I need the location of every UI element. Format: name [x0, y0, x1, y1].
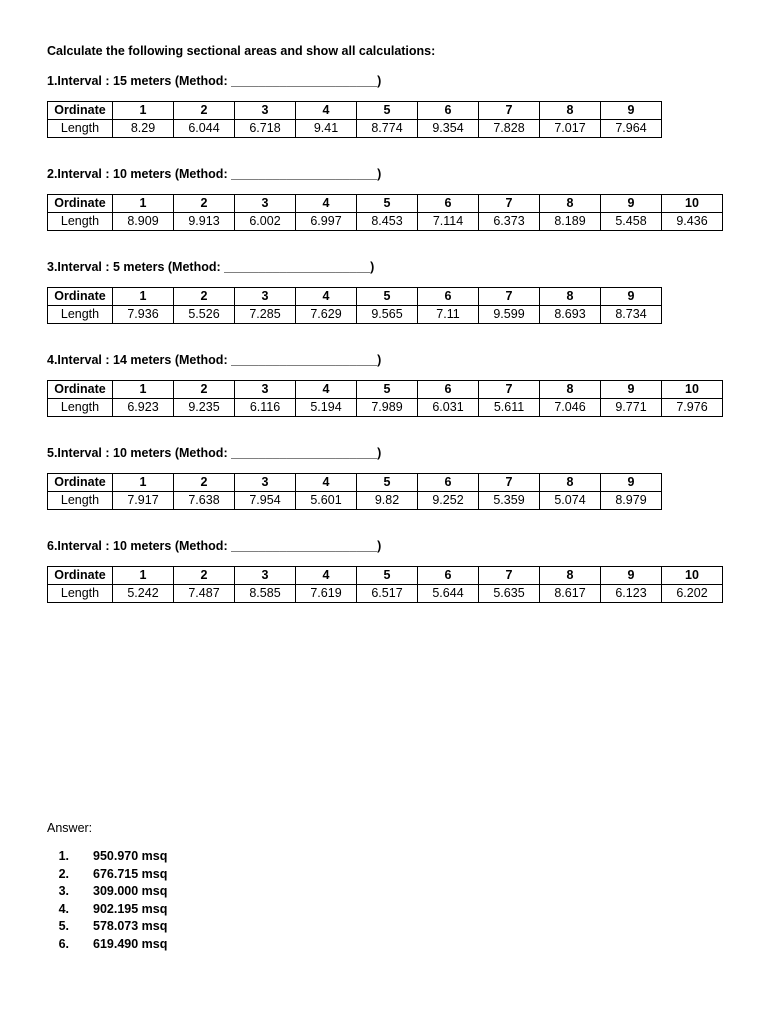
ordinate-cell: 5 [357, 381, 418, 399]
answer-item [47, 936, 167, 954]
problem-section [47, 166, 723, 231]
ordinate-row-label: Ordinate [48, 474, 113, 492]
length-row-label: Length [48, 213, 113, 231]
ordinate-cell: 4 [296, 567, 357, 585]
length-cell: 7.114 [418, 213, 479, 231]
answer-value: 950.970 msq [93, 849, 168, 863]
length-cell: 9.252 [418, 492, 479, 510]
ordinate-cell: 9 [601, 381, 662, 399]
length-cell: 5.611 [479, 399, 540, 417]
length-cell: 7.11 [418, 306, 479, 324]
instructions-text: Calculate the following sectional areas and show all calculations: [47, 44, 436, 58]
ordinate-cell: 3 [235, 195, 296, 213]
ordinate-row [48, 474, 662, 492]
length-cell: 6.923 [113, 399, 174, 417]
ordinate-cell: 4 [296, 288, 357, 306]
ordinate-row [48, 381, 723, 399]
ordinate-table [47, 380, 723, 417]
length-row-label: Length [48, 492, 113, 510]
ordinate-cell: 6 [418, 567, 479, 585]
length-cell: 5.458 [601, 213, 662, 231]
length-row [48, 120, 662, 138]
ordinate-cell: 2 [174, 288, 235, 306]
ordinate-cell: 1 [113, 195, 174, 213]
length-cell: 6.116 [235, 399, 296, 417]
ordinate-cell: 7 [479, 195, 540, 213]
ordinate-row-label: Ordinate [48, 102, 113, 120]
ordinate-cell: 2 [174, 381, 235, 399]
ordinate-cell: 5 [357, 102, 418, 120]
problem-heading: 6.Interval : 10 meters (Method: _____________________) [47, 539, 382, 553]
ordinate-row [48, 195, 723, 213]
length-cell: 8.909 [113, 213, 174, 231]
ordinate-cell: 7 [479, 474, 540, 492]
ordinate-row-label: Ordinate [48, 567, 113, 585]
answer-value: 676.715 msq [93, 866, 168, 881]
ordinate-cell: 6 [418, 474, 479, 492]
ordinate-cell: 3 [235, 288, 296, 306]
length-cell: 7.917 [113, 492, 174, 510]
length-cell: 7.619 [296, 585, 357, 603]
length-cell: 7.046 [540, 399, 601, 417]
answer-item [47, 901, 167, 919]
length-cell: 5.644 [418, 585, 479, 603]
length-row-label: Length [48, 399, 113, 417]
answer-list [47, 848, 167, 953]
answer-value: 309.000 msq [93, 884, 168, 898]
length-cell: 7.989 [357, 399, 418, 417]
length-cell: 6.002 [235, 213, 296, 231]
answer-item [47, 883, 167, 901]
ordinate-cell: 3 [235, 102, 296, 120]
length-cell: 5.601 [296, 492, 357, 510]
length-row [48, 492, 662, 510]
answer-number: 5. [58, 919, 69, 933]
ordinate-cell: 2 [174, 567, 235, 585]
length-row [48, 213, 723, 231]
answer-number: 1. [58, 849, 69, 863]
answer-item [47, 848, 167, 866]
length-cell: 8.585 [235, 585, 296, 603]
length-cell: 5.526 [174, 306, 235, 324]
length-cell: 7.638 [174, 492, 235, 510]
ordinate-cell: 9 [601, 567, 662, 585]
answer-number: 3. [58, 884, 69, 898]
ordinate-cell: 10 [662, 567, 723, 585]
ordinate-cell: 4 [296, 381, 357, 399]
answer-value: 902.195 msq [93, 901, 168, 916]
answer-value: 578.073 msq [93, 919, 168, 933]
length-cell: 5.194 [296, 399, 357, 417]
ordinate-cell: 3 [235, 381, 296, 399]
length-cell: 6.517 [357, 585, 418, 603]
length-cell: 7.936 [113, 306, 174, 324]
length-cell: 5.635 [479, 585, 540, 603]
ordinate-cell: 1 [113, 288, 174, 306]
problem-section [47, 445, 662, 510]
length-cell: 9.235 [174, 399, 235, 417]
length-cell: 8.29 [113, 120, 174, 138]
ordinate-cell: 1 [113, 474, 174, 492]
length-cell: 8.693 [540, 306, 601, 324]
ordinate-row [48, 288, 662, 306]
ordinate-cell: 5 [357, 567, 418, 585]
ordinate-row-label: Ordinate [48, 288, 113, 306]
length-cell: 7.017 [540, 120, 601, 138]
length-cell: 6.373 [479, 213, 540, 231]
ordinate-row-label: Ordinate [48, 381, 113, 399]
ordinate-cell: 8 [540, 288, 601, 306]
ordinate-table [47, 473, 662, 510]
length-cell: 7.285 [235, 306, 296, 324]
ordinate-cell: 2 [174, 102, 235, 120]
ordinate-cell: 9 [601, 474, 662, 492]
length-cell: 6.997 [296, 213, 357, 231]
length-cell: 7.629 [296, 306, 357, 324]
length-row-label: Length [48, 585, 113, 603]
ordinate-cell: 7 [479, 381, 540, 399]
answer-number: 2. [58, 866, 69, 881]
ordinate-cell: 6 [418, 381, 479, 399]
problem-heading: 2.Interval : 10 meters (Method: _____________________) [47, 167, 382, 181]
length-cell: 7.964 [601, 120, 662, 138]
ordinate-cell: 8 [540, 102, 601, 120]
length-cell: 6.031 [418, 399, 479, 417]
answer-number: 6. [58, 936, 69, 951]
length-row-label: Length [48, 120, 113, 138]
length-row [48, 306, 662, 324]
ordinate-cell: 9 [601, 288, 662, 306]
length-cell: 8.734 [601, 306, 662, 324]
problem-section [47, 259, 662, 324]
length-cell: 9.913 [174, 213, 235, 231]
ordinate-cell: 6 [418, 102, 479, 120]
length-row [48, 399, 723, 417]
length-cell: 5.359 [479, 492, 540, 510]
length-cell: 5.074 [540, 492, 601, 510]
ordinate-cell: 3 [235, 567, 296, 585]
ordinate-table [47, 566, 723, 603]
length-cell: 9.599 [479, 306, 540, 324]
problem-heading: 1.Interval : 15 meters (Method: _____________________) [47, 74, 382, 88]
ordinate-table [47, 287, 662, 324]
ordinate-cell: 10 [662, 381, 723, 399]
length-cell: 7.954 [235, 492, 296, 510]
ordinate-cell: 9 [601, 195, 662, 213]
ordinate-cell: 1 [113, 102, 174, 120]
ordinate-cell: 10 [662, 195, 723, 213]
ordinate-cell: 4 [296, 474, 357, 492]
problem-heading: 5.Interval : 10 meters (Method: _____________________) [47, 446, 382, 460]
length-cell: 6.044 [174, 120, 235, 138]
length-cell: 6.718 [235, 120, 296, 138]
ordinate-cell: 5 [357, 474, 418, 492]
ordinate-cell: 8 [540, 474, 601, 492]
length-cell: 9.354 [418, 120, 479, 138]
ordinate-cell: 8 [540, 381, 601, 399]
ordinate-cell: 8 [540, 567, 601, 585]
ordinate-cell: 5 [357, 195, 418, 213]
ordinate-table [47, 101, 662, 138]
length-cell: 7.487 [174, 585, 235, 603]
length-row [48, 585, 723, 603]
ordinate-cell: 4 [296, 195, 357, 213]
ordinate-cell: 8 [540, 195, 601, 213]
length-cell: 9.41 [296, 120, 357, 138]
ordinate-cell: 3 [235, 474, 296, 492]
length-cell: 6.202 [662, 585, 723, 603]
answer-number: 4. [58, 901, 69, 916]
ordinate-row-label: Ordinate [48, 195, 113, 213]
length-cell: 8.979 [601, 492, 662, 510]
length-cell: 9.82 [357, 492, 418, 510]
ordinate-table [47, 194, 723, 231]
ordinate-cell: 9 [601, 102, 662, 120]
ordinate-cell: 7 [479, 567, 540, 585]
length-cell: 8.774 [357, 120, 418, 138]
ordinate-cell: 1 [113, 567, 174, 585]
length-cell: 9.436 [662, 213, 723, 231]
ordinate-cell: 4 [296, 102, 357, 120]
ordinate-cell: 2 [174, 195, 235, 213]
answer-item [47, 866, 167, 884]
length-cell: 8.617 [540, 585, 601, 603]
length-cell: 9.771 [601, 399, 662, 417]
ordinate-cell: 1 [113, 381, 174, 399]
problem-section [47, 352, 723, 417]
problem-heading: 3.Interval : 5 meters (Method: _____________________) [47, 260, 375, 274]
answer-title: Answer: [47, 821, 93, 835]
answer-section [47, 820, 167, 953]
length-row-label: Length [48, 306, 113, 324]
ordinate-row [48, 567, 723, 585]
problem-section [47, 73, 662, 138]
problem-heading: 4.Interval : 14 meters (Method: _____________________) [47, 353, 382, 367]
ordinate-cell: 7 [479, 102, 540, 120]
length-cell: 9.565 [357, 306, 418, 324]
ordinate-cell: 7 [479, 288, 540, 306]
answer-item [47, 918, 167, 936]
ordinate-row [48, 102, 662, 120]
ordinate-cell: 5 [357, 288, 418, 306]
answer-value: 619.490 msq [93, 936, 168, 951]
ordinate-cell: 6 [418, 195, 479, 213]
length-cell: 8.453 [357, 213, 418, 231]
ordinate-cell: 6 [418, 288, 479, 306]
length-cell: 5.242 [113, 585, 174, 603]
problem-section [47, 538, 723, 603]
length-cell: 7.828 [479, 120, 540, 138]
length-cell: 6.123 [601, 585, 662, 603]
ordinate-cell: 2 [174, 474, 235, 492]
length-cell: 8.189 [540, 213, 601, 231]
length-cell: 7.976 [662, 399, 723, 417]
